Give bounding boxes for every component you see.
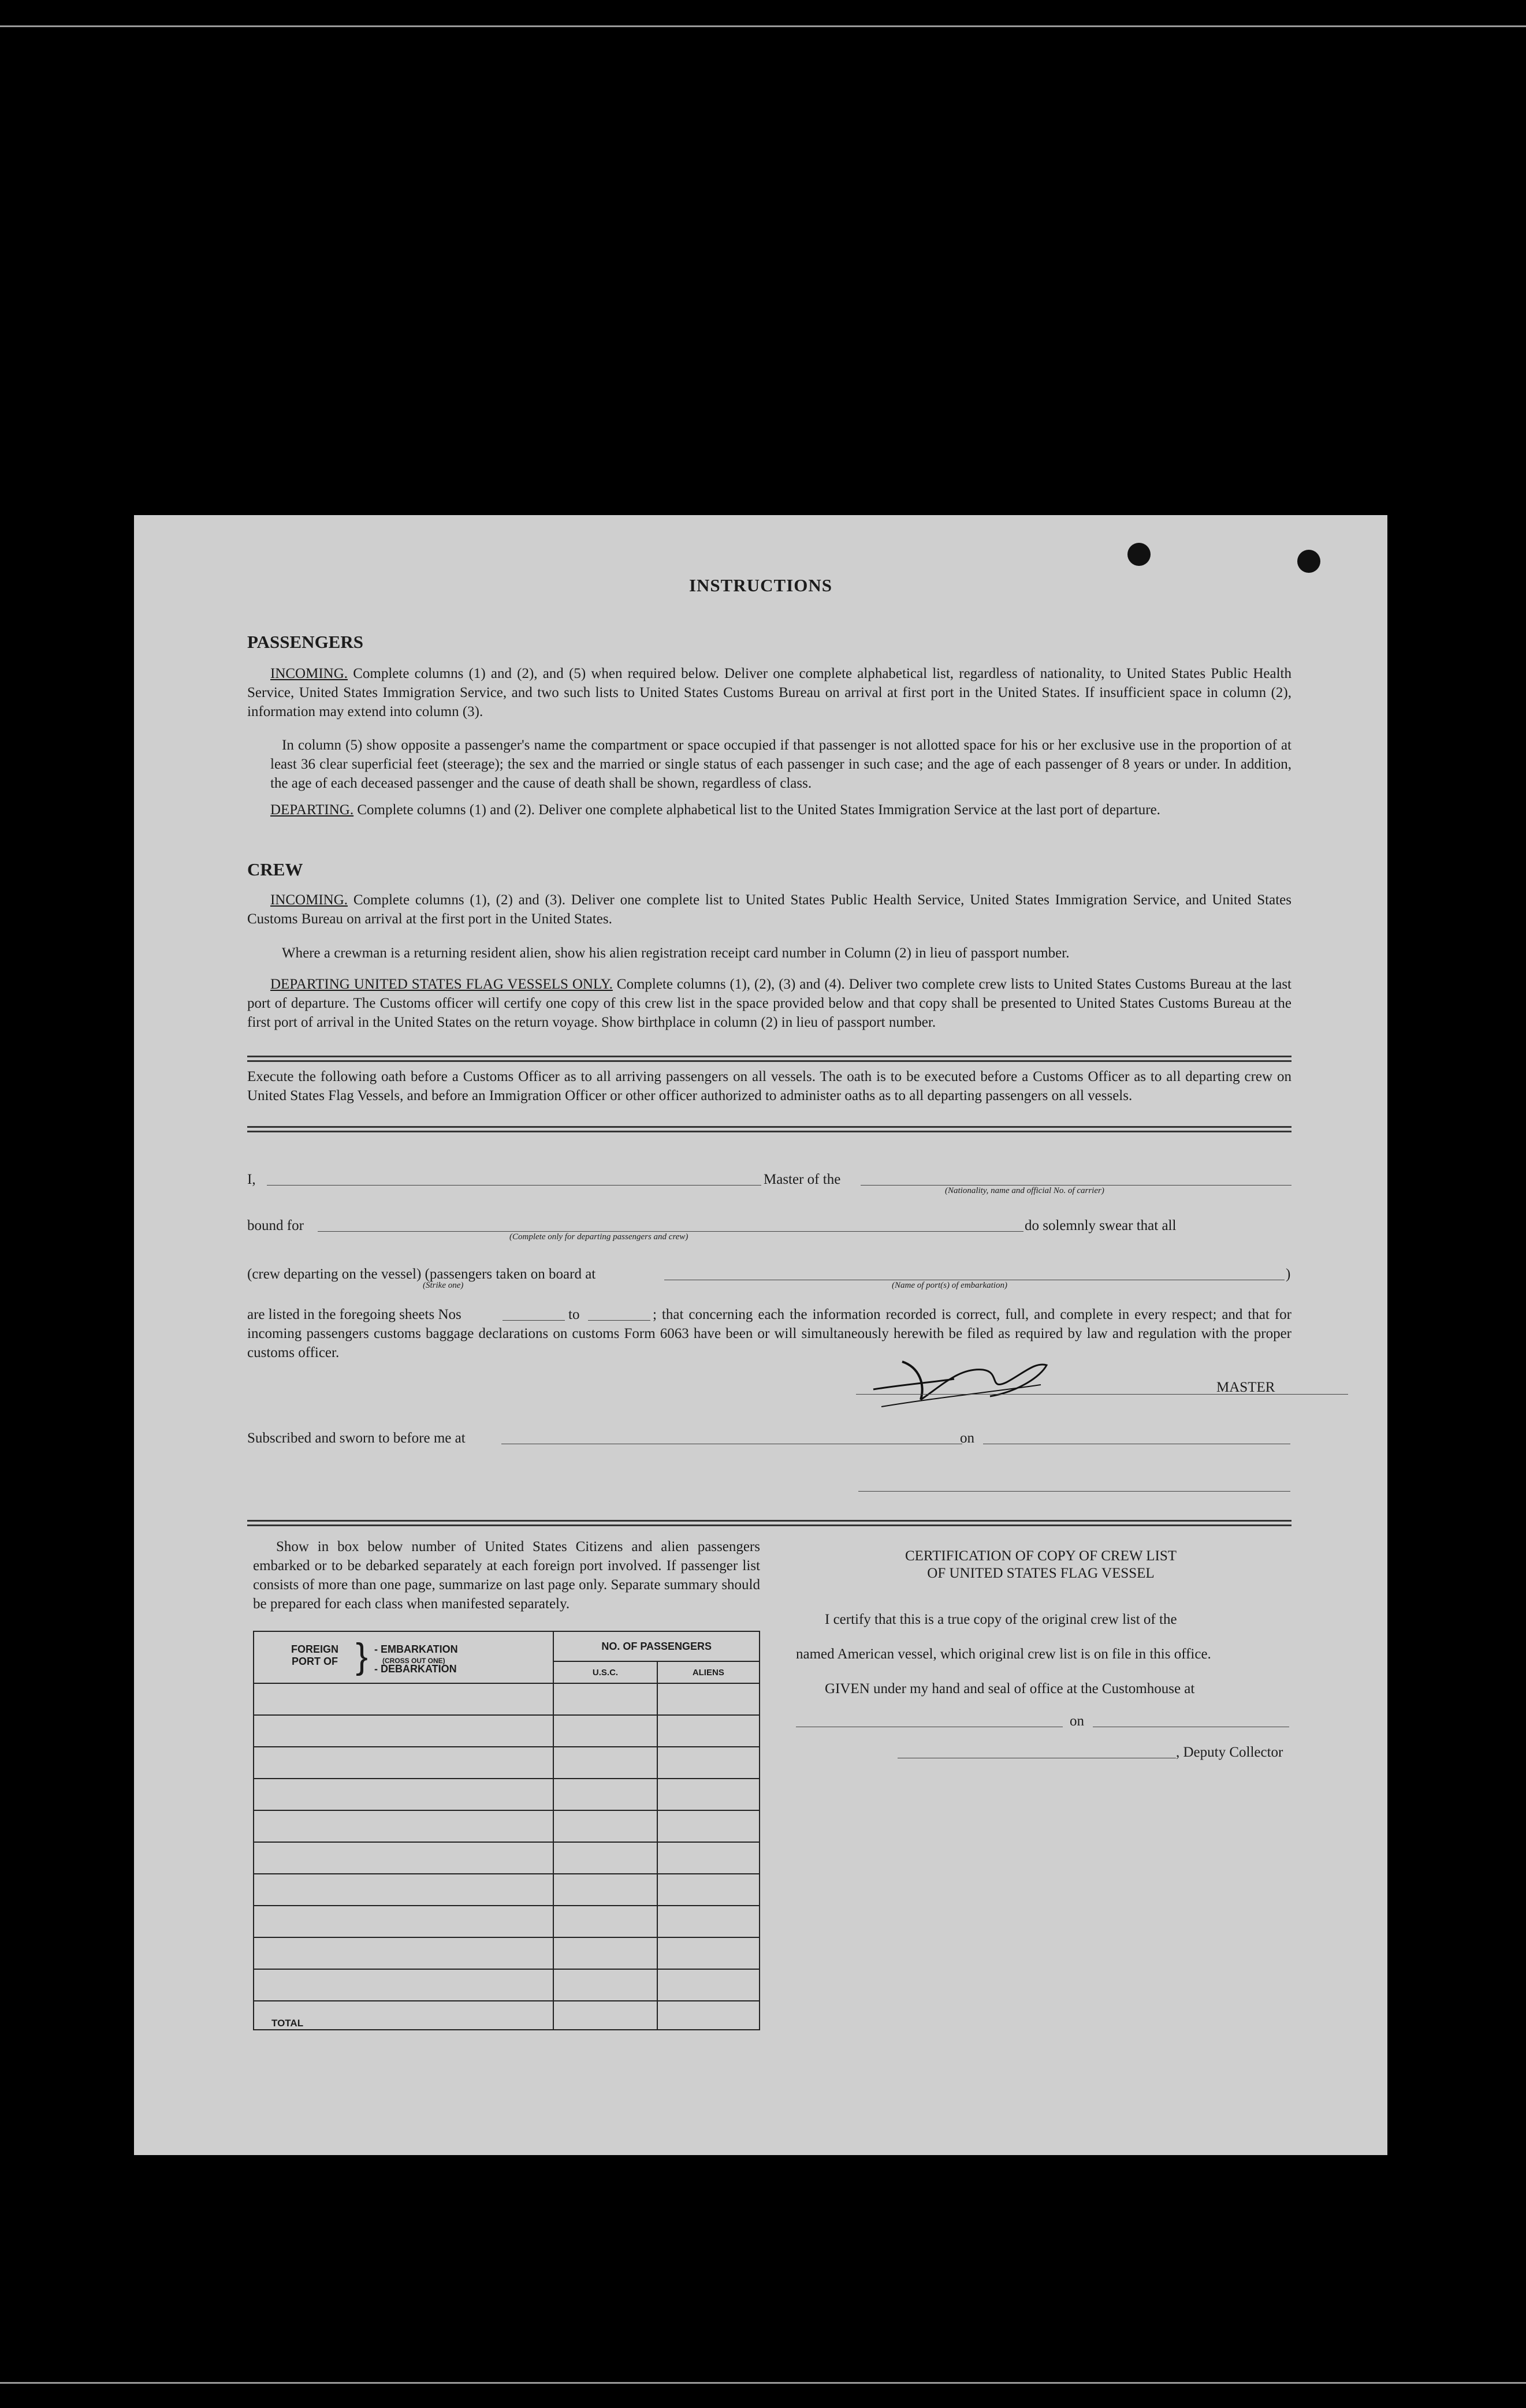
oath-i-label: I, <box>247 1172 256 1187</box>
crew-resident-text: Where a crewman is a returning resident alien, show his alien registration receipt card number in Column (2) in lieu of passport number. <box>282 945 1070 961</box>
punch-hole-icon <box>1297 550 1320 573</box>
table-row <box>254 1969 760 2001</box>
crew-heading: CREW <box>247 859 303 879</box>
ports-note: (Name of port(s) of embarkation) <box>892 1281 1007 1290</box>
aliens-cell[interactable] <box>657 1937 760 1969</box>
complete-only-note: (Complete only for departing passengers and crew) <box>509 1232 688 1242</box>
listed-rest-text: ; that concerning each the information recorded is correct, full, and complete in every respect; and that for incoming passengers customs baggage declarations on customs Form 6063 have been or will simultaneously herewith be filed as required by law and regulation with the proper customs officer. <box>247 1307 1291 1360</box>
certification-title-1: CERTIFICATION OF COPY OF CREW LIST <box>905 1548 1177 1564</box>
foreign-port-label: FOREIGN PORT OF <box>291 1643 338 1667</box>
passengers-departing-text: Complete columns (1) and (2). Deliver one complete alphabetical list to the United States Immigration Service at the last port of departure. <box>357 802 1160 818</box>
bound-for-label: bound for <box>247 1218 304 1233</box>
total-label: TOTAL <box>254 2001 553 2030</box>
port-cell[interactable] <box>254 1874 553 1906</box>
usc-header: U.S.C. <box>553 1661 657 1683</box>
aliens-cell[interactable] <box>657 1906 760 1937</box>
crew-passengers-text: (crew departing on the vessel) (passengers taken on board at <box>247 1266 596 1282</box>
form-page <box>134 515 1387 2155</box>
port-header <box>254 1631 553 1683</box>
passengers-departing-label: DEPARTING. <box>270 802 354 818</box>
usc-cell[interactable] <box>553 1874 657 1906</box>
table-body <box>254 1683 760 2030</box>
crew-incoming-text: Complete columns (1), (2) and (3). Deliver one complete list to United States Public Health Service, United States Immigration Service, and United States Customs Bureau on arrival at the first port in the United States. <box>247 892 1291 927</box>
certification-on-label: on <box>1070 1713 1084 1729</box>
divider <box>247 1524 1291 1526</box>
nationality-note: (Nationality, name and official No. of carrier) <box>945 1186 1104 1195</box>
total-usc-cell[interactable] <box>553 2001 657 2030</box>
table-row <box>254 1874 760 1906</box>
usc-cell[interactable] <box>553 1715 657 1747</box>
destination-field[interactable] <box>318 1231 1023 1232</box>
aliens-header: ALIENS <box>657 1661 760 1683</box>
certification-title-2: OF UNITED STATES FLAG VESSEL <box>927 1565 1155 1581</box>
divider <box>247 1520 1291 1522</box>
port-cell[interactable] <box>254 1747 553 1779</box>
passengers-column5-text: In column (5) show opposite a passenger's name the compartment or space occupied if that passenger is not allotted space for his or her exclusive use in the proportion of at least 36 clear superficial feet (steerage); the sex and the married or single status of each passenger in such case; and the age of each passenger of 8 years or under. In addition, the age of each deceased passenger and the cause of death shall be shown, regardless of class. <box>270 737 1291 791</box>
crew-incoming <box>247 890 1291 929</box>
oath-intro: Execute the following oath before a Customs Officer as to all arriving passengers on all vessels. The oath is to be executed before a Customs Officer as to all departing crew on United States Flag Vessels, and before an Immigration Officer or other officer authorized to administer oaths as to all departing passengers on all vessels. <box>247 1069 1291 1104</box>
aliens-cell[interactable] <box>657 1842 760 1874</box>
usc-cell[interactable] <box>553 1747 657 1779</box>
aliens-cell[interactable] <box>657 1969 760 2001</box>
master-signature <box>868 1344 1052 1414</box>
divider <box>247 1056 1291 1057</box>
usc-cell[interactable] <box>553 1683 657 1715</box>
usc-cell[interactable] <box>553 1937 657 1969</box>
table-row <box>254 1842 760 1874</box>
passenger-summary-table <box>253 1631 760 2030</box>
table-row <box>254 1810 760 1842</box>
usc-cell[interactable] <box>553 1779 657 1810</box>
port-cell[interactable] <box>254 1715 553 1747</box>
usc-cell[interactable] <box>553 1810 657 1842</box>
certification-line-3: GIVEN under my hand and seal of office at the Customhouse at <box>825 1681 1195 1697</box>
port-cell[interactable] <box>254 1810 553 1842</box>
usc-cell[interactable] <box>553 1969 657 2001</box>
close-paren: ) <box>1286 1266 1291 1282</box>
subscribed-label: Subscribed and sworn to before me at <box>247 1430 466 1446</box>
scan-frame-bottom <box>0 2382 1526 2384</box>
aliens-cell[interactable] <box>657 1683 760 1715</box>
page-title: INSTRUCTIONS <box>688 575 832 595</box>
certification-line-2: named American vessel, which original crew list is on file in this office. <box>796 1646 1211 1662</box>
listed-nos-text: are listed in the foregoing sheets Nos <box>247 1307 461 1322</box>
master-label: MASTER <box>1216 1380 1275 1395</box>
master-name-field[interactable] <box>267 1185 761 1186</box>
table-row <box>254 1906 760 1937</box>
aliens-cell[interactable] <box>657 1779 760 1810</box>
crew-departing-text: Complete columns (1), (2), (3) and (4). Deliver two complete crew lists to United States Customs Bureau at the last port of departure. The Customs officer will certify one copy of this crew list in the space provided below and that copy shall be presented to United States Customs Bureau at the first port of arrival in the United States on the return voyage. Show birthplace in column (2) in lieu of passport number. <box>247 976 1291 1030</box>
passengers-incoming-label: INCOMING. <box>270 666 348 681</box>
aliens-cell[interactable] <box>657 1874 760 1906</box>
port-cell[interactable] <box>254 1969 553 2001</box>
no-passengers-header: NO. OF PASSENGERS <box>553 1631 760 1661</box>
aliens-cell[interactable] <box>657 1810 760 1842</box>
table-row <box>254 1715 760 1747</box>
port-cell[interactable] <box>254 1842 553 1874</box>
passengers-incoming <box>247 664 1291 721</box>
deputy-collector-label: , Deputy Collector <box>1176 1745 1283 1760</box>
oath-master-of-label: Master of the <box>764 1172 841 1187</box>
aliens-cell[interactable] <box>657 1715 760 1747</box>
aliens-cell[interactable] <box>657 1747 760 1779</box>
scan-frame-top <box>0 25 1526 27</box>
divider <box>247 1131 1291 1132</box>
passengers-heading: PASSENGERS <box>247 632 363 652</box>
cross-out-note: (CROSS OUT ONE) <box>382 1657 445 1665</box>
table-row <box>254 1683 760 1715</box>
summary-instructions: Show in box below number of United States Citizens and alien passengers embarked or to be debarked separately at each foreign port involved. If passenger list consists of more than one page, summarize on last page only. Separate summary should be prepared for each class when manifested separately. <box>253 1539 760 1612</box>
usc-cell[interactable] <box>553 1906 657 1937</box>
crew-departing <box>247 975 1291 1032</box>
punch-hole-icon <box>1127 543 1151 566</box>
total-row <box>254 2001 760 2030</box>
port-cell[interactable] <box>254 1937 553 1969</box>
officer-signature-field[interactable] <box>858 1491 1290 1492</box>
to-label: to <box>568 1307 580 1322</box>
total-aliens-cell[interactable] <box>657 2001 760 2030</box>
port-cell[interactable] <box>254 1906 553 1937</box>
crew-incoming-label: INCOMING. <box>270 892 348 908</box>
debarkation-label: - DEBARKATION <box>374 1663 457 1675</box>
passengers-incoming-text: Complete columns (1) and (2), and (5) when required below. Deliver one complete alphabetical list, regardless of nationality, to United States Public Health Service, United States Immigration Service, and two such lists to United States Customs Bureau on arrival at first port in the United States. If insufficient space in column (2), information may extend into column (3). <box>247 666 1291 720</box>
usc-cell[interactable] <box>553 1842 657 1874</box>
certification-line-1: I certify that this is a true copy of the original crew list of the <box>825 1612 1177 1627</box>
passengers-departing <box>247 800 1291 819</box>
table-row <box>254 1779 760 1810</box>
sworn-on-label: on <box>960 1430 974 1446</box>
crew-departing-label: DEPARTING UNITED STATES FLAG VESSELS ONLY. <box>270 976 613 992</box>
divider <box>247 1060 1291 1062</box>
solemnly-swear-text: do solemnly swear that all <box>1025 1218 1177 1233</box>
vessel-field[interactable] <box>861 1185 1291 1186</box>
brace-icon: } <box>356 1637 368 1676</box>
divider <box>247 1126 1291 1128</box>
port-cell[interactable] <box>254 1683 553 1715</box>
embarkation-label: - EMBARKATION <box>374 1643 458 1655</box>
port-cell[interactable] <box>254 1779 553 1810</box>
table-row <box>254 1747 760 1779</box>
table-row <box>254 1937 760 1969</box>
strike-one-note: (Strike one) <box>423 1281 464 1290</box>
